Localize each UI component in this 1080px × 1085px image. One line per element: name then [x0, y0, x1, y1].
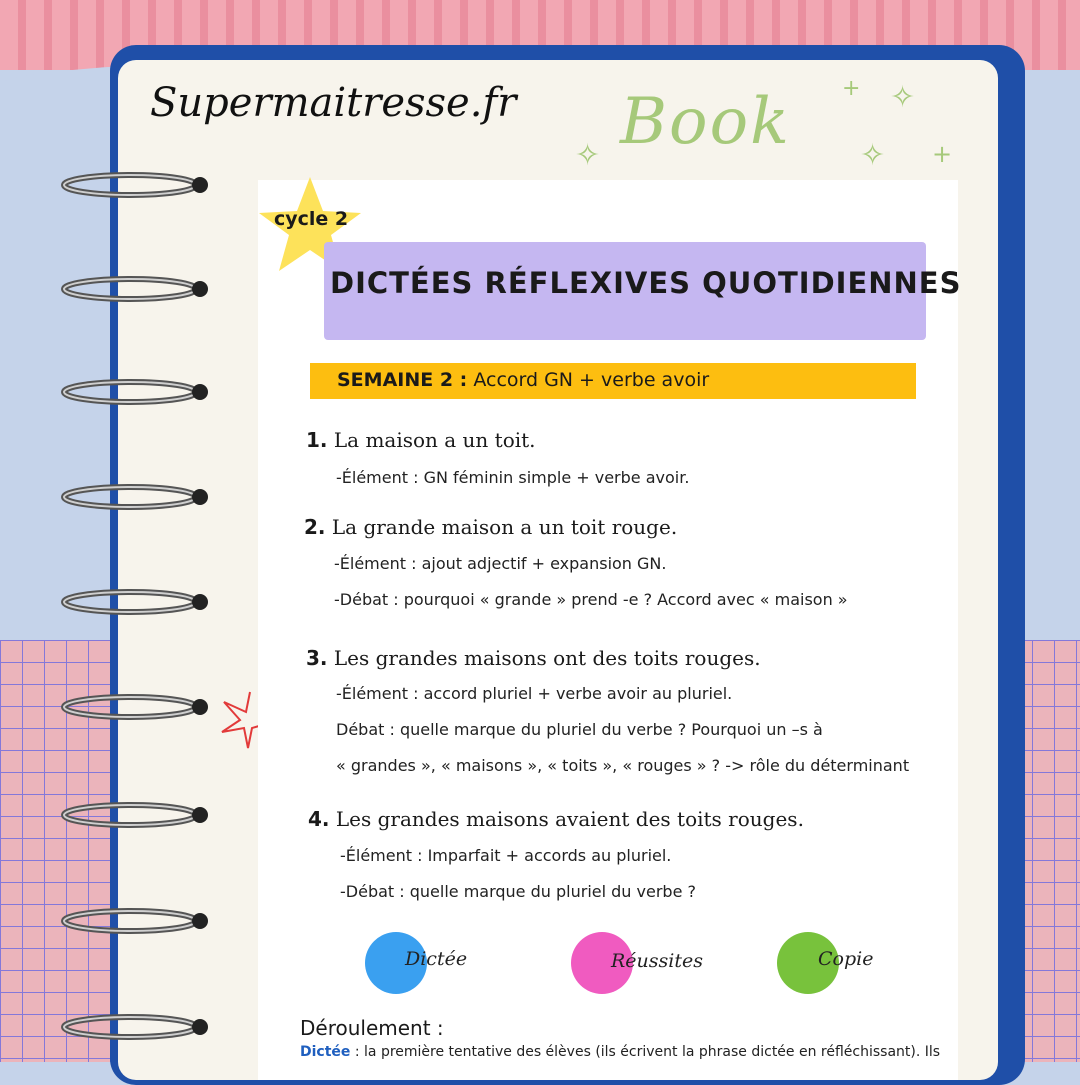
paragraph: [300, 1044, 940, 1060]
list-item: [306, 428, 536, 452]
copie-badge-label: Copie: [818, 948, 874, 970]
item-note: -Débat : pourquoi « grande » prend -e ? Accord avec « maison »: [334, 590, 848, 609]
item-sentence: La maison a un toit.: [333, 428, 536, 452]
item-note: -Élément : accord pluriel + verbe avoir au pluriel.: [336, 684, 733, 703]
ring-icon: [60, 585, 210, 619]
ring-icon: [60, 690, 210, 724]
item-number: 2.: [304, 515, 326, 539]
ring-icon: [60, 798, 210, 832]
item-note: -Élément : ajout adjectif + expansion GN.: [334, 554, 667, 573]
item-note: « grandes », « maisons », « toits », « rouges » ? -> rôle du déterminant: [336, 756, 910, 775]
list-item: [308, 807, 804, 831]
item-note: -Élément : GN féminin simple + verbe avoir.: [336, 468, 690, 487]
book-title: Book: [620, 85, 791, 159]
item-note: Débat : quelle marque du pluriel du verbe ? Pourquoi un –s à: [336, 720, 823, 739]
list-item: [304, 515, 677, 539]
week-heading: [337, 369, 709, 391]
item-sentence: Les grandes maisons ont des toits rouges.: [333, 646, 761, 670]
item-number: 3.: [306, 646, 328, 670]
item-number: 4.: [308, 807, 330, 831]
reussites-badge-label: Réussites: [611, 950, 703, 972]
cycle-label: cycle 2: [274, 208, 349, 230]
site-name: Supermaitresse.fr: [150, 80, 517, 126]
item-sentence: La grande maison a un toit rouge.: [331, 515, 678, 539]
paragraph-text: : la première tentative des élèves (ils écrivent la phrase dictée en réfléchissant). Ils: [350, 1044, 941, 1060]
page-title: DICTÉES RÉFLEXIVES QUOTIDIENNES: [330, 266, 962, 300]
section-heading: Déroulement :: [300, 1016, 444, 1040]
list-item: [306, 646, 761, 670]
sparkle-icon: ✧: [860, 138, 886, 173]
week-label: SEMAINE 2 :: [337, 369, 468, 391]
ring-icon: [60, 480, 210, 514]
sparkle-icon: ✧: [890, 80, 916, 115]
week-topic: Accord GN + verbe avoir: [473, 369, 710, 391]
ring-icon: [60, 375, 210, 409]
ring-icon: [60, 272, 210, 306]
item-note: -Élément : Imparfait + accords au pluriel.: [340, 846, 672, 865]
plus-icon: +: [932, 140, 953, 168]
ring-icon: [60, 904, 210, 938]
item-number: 1.: [306, 428, 328, 452]
dictee-badge-label: Dictée: [405, 948, 468, 970]
item-note: -Débat : quelle marque du pluriel du verbe ?: [340, 882, 696, 901]
term: Dictée: [300, 1044, 351, 1060]
plus-icon: +: [842, 76, 861, 101]
ring-icon: [60, 168, 210, 202]
item-sentence: Les grandes maisons avaient des toits rouges.: [335, 807, 804, 831]
ring-icon: [60, 1010, 210, 1044]
sparkle-icon: ✧: [575, 138, 601, 173]
